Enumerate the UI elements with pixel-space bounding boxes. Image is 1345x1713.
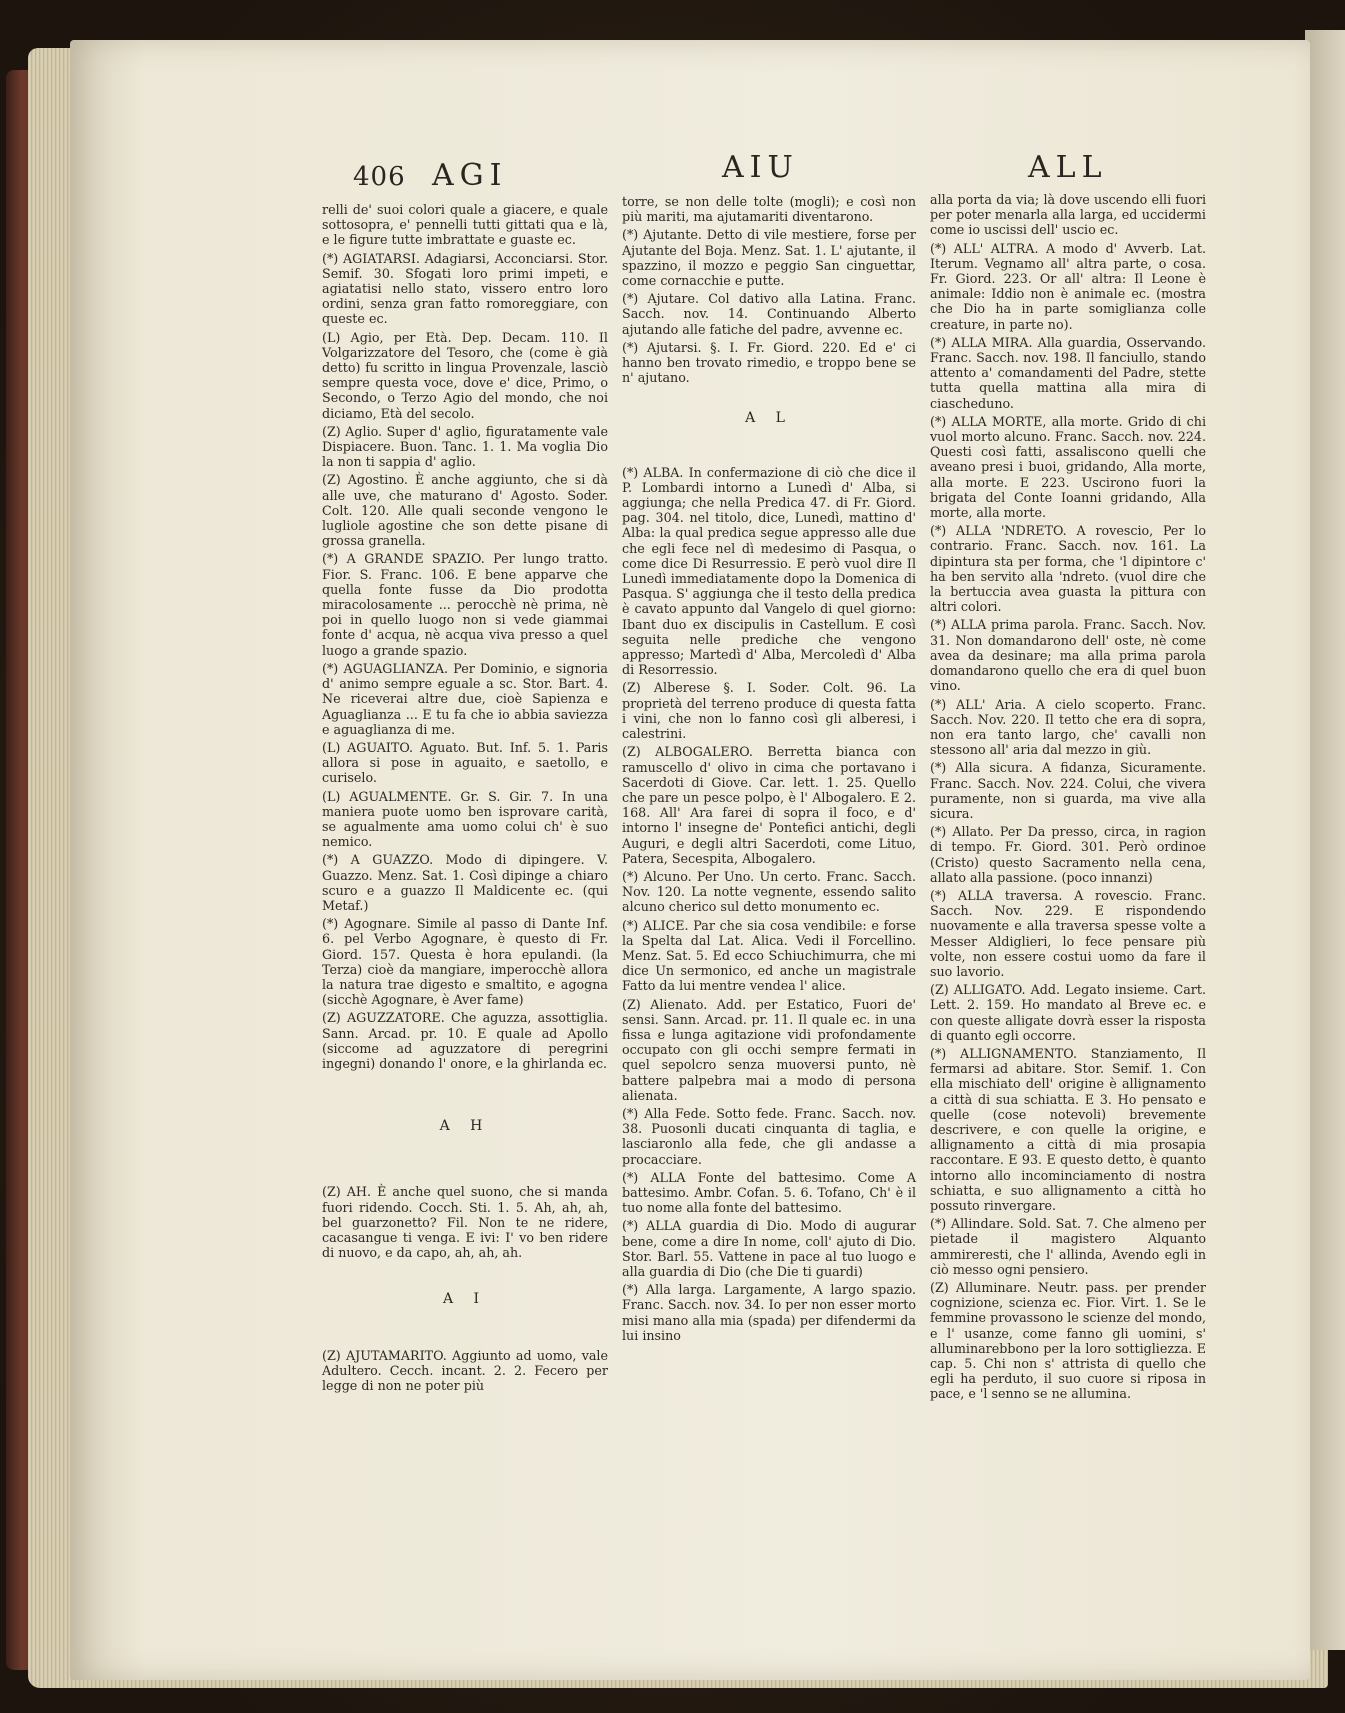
dictionary-entry: (*) ALLA MIRA. Alla guardia, Osservando. Franc. Sacch. nov. 198. Il fanciullo, stando attento a' comandamenti del Padre, stette tutta quella mattina alla mira di ciascheduno. [930, 334, 1206, 411]
dictionary-entry: (Z) Alienato. Add. per Estatico, Fuori de' sensi. Sann. Arcad. pr. 11. Il quale ec. in una fissa e lunga agitazione vidi profondamente occupato con gli occhi sempre fermati in quel sepolcro senza muoversi punto, nè battere palpebra mai a modo di persona alienata. [622, 996, 916, 1103]
dictionary-entry: (*) A GRANDE SPAZIO. Per lungo tratto. Fior. S. Franc. 106. E bene apparve che quella fonte fusse da Dio prodotta miracolosamente ... perocchè nè prima, nè poi in quello luogo non si vede giammai fonte d' acqua, nè acqua viva presso a quel luogo a grande spazio. [322, 551, 608, 658]
dictionary-entry: (*) Allato. Per Da presso, circa, in ragion di tempo. Fr. Giord. 301. Però ordinoe (Cristo) questo Sacramento nella cena, allato alla passione. (poco innanzi) [930, 824, 1206, 885]
dictionary-entry: (*) ALLA Fonte del battesimo. Come A battesimo. Ambr. Cofan. 5. 6. Tofano, Ch' è il tuo nome alla fonte del battesimo. [622, 1169, 916, 1216]
dictionary-entry: (*) AGIATARSI. Adagiarsi, Acconciarsi. Stor. Semif. 30. Sfogati loro primi impeti, e agiatatisi nello stato, vissero entro loro ordini, senza gran fatto romoreggiare, con queste ec. [322, 250, 608, 327]
dictionary-entry: (*) ALLA 'NDRETO. A rovescio, Per lo contrario. Franc. Sacch. nov. 161. La dipintura sta per forma, che 'l dipintore c' ha ben servito alla 'ndreto. (vuol dire che la bertuccia avea guasta la pittura con altri colori. [930, 523, 1206, 615]
running-head-middle: AIU [722, 150, 799, 185]
dictionary-entry: (Z) Alluminare. Neutr. pass. per prender cognizione, scienza ec. Fior. Virt. 1. Se le femmine provassono le scienze del mondo, e l' usanze, come fanno gli uomini, s' alluminarebbono per la loro sottigliezza. E cap. 5. Chi non s' attrista di quello che egli ha perduto, il suo cuore si riposa in pace, e 'l senno se ne allumina. [930, 1280, 1206, 1402]
section-heading-al: A L [745, 410, 793, 427]
dictionary-entry: (*) ALICE. Par che sia cosa vendibile: e forse la Spelta dal Lat. Alica. Vedi il Forcellino. Menz. Sat. 5. Ed ecco Schiuchimurra, che mi dice Un sermonico, ed anche un magistrale Fatto da lui mentre vendea l' alice. [622, 917, 916, 994]
dictionary-entry: (*) ALL' Aria. A cielo scoperto. Franc. Sacch. Nov. 220. Il tetto che era di sopra, non era tanto largo, che' cavalli non stessono all' aria dal mezzo in giù. [930, 696, 1206, 758]
running-head-left: AGI [432, 158, 508, 193]
section-heading-ah: A H [439, 1118, 491, 1135]
dictionary-entry: (*) ALLA traversa. A rovescio. Franc. Sacch. Nov. 229. E rispondendo nuovamente e alla traversa spesse volte a Messer Aldiglieri, lo fece pensare più volte, non essere costui uomo da fare il suo lavorio. [930, 887, 1206, 979]
dictionary-entry: (*) ALBA. In confermazione di ciò che dice il P. Lombardi intorno a Lunedì d' Alba, si aggiunga; che nella Predica 47. di Fr. Giord. pag. 304. nel titolo, dice, Lunedì, mattino d' Alba: la qual predica segue appresso alle due che egli fece nel dì medesimo di Pasqua, o come dice Di Resurressio. E però vuol dire Il Lunedì immediatamente dopo la Domenica di Pasqua. S' aggiunga che il testo della predica è cavato appunto dal Vangelo di quel giorno: Ibant duo ex discipulis in Castellum. E così seguita nelle prediche che vengono appresso; Martedì d' Alba, Mercoledì d' Alba di Resorressio. [622, 464, 916, 678]
dictionary-entry: (*) Alla larga. Largamente, A largo spazio. Franc. Sacch. nov. 34. Io per non esser morto misi mano alla mia (spada) per difendermi da lui insino [622, 1282, 916, 1343]
dictionary-entry: (Z) Agostino. È anche aggiunto, che si dà alle uve, che maturano d' Agosto. Soder. Colt. 120. Alle quali seconde vengono le lugliole agostine che son dette pisane di grossa granella. [322, 472, 608, 549]
dictionary-entry: (Z) AJUTAMARITO. Aggiunto ad uomo, vale Adultero. Cecch. incant. 2. 2. Fecero per legge di non ne poter più [322, 1347, 608, 1393]
column-left [322, 202, 608, 1396]
dictionary-entry: (L) AGUAITO. Aguato. But. Inf. 5. 1. Paris allora si pose in aguaito, e saetollo, e curiselo. [322, 739, 608, 786]
running-head-right: ALL [1028, 150, 1108, 185]
dictionary-entry: (*) ALLA guardia di Dio. Modo di augurar bene, come a dire In nome, coll' ajuto di Dio. Stor. Barl. 55. Vattene in pace al tuo luogo e alla guardia di Dio (che Die ti guardi) [622, 1218, 916, 1279]
dictionary-entry: (*) Allindare. Sold. Sat. 7. Che almeno per pietade il magistero Alquanto ammireresti, che l' allinda, Avendo egli in ciò messo ogni pensiero. [930, 1216, 1206, 1277]
dictionary-entry: (*) Alcuno. Per Uno. Un certo. Franc. Sacch. Nov. 120. La notte vegnente, essendo salito alcuno cherico sul detto monumento ec. [622, 868, 916, 915]
dictionary-entry: (*) ALL' ALTRA. A modo d' Avverb. Lat. Iterum. Vegnamo all' altra parte, o cosa. Fr. Giord. 223. Or all' altra: Il Leone è animale: Iddio non è animale ec. (mostra che Dio ha in parte somiglianza colle creature, in parte no). [930, 240, 1206, 332]
dictionary-entry: (Z) AH. È anche quel suono, che si manda fuori ridendo. Cocch. Sti. 1. 5. Ah, ah, ah, bel guarzonetto? Fil. Non te ne ridere, cacasangue ti venga. E ivi: I' vo ben ridere di nuovo, e da capo, ah, ah, ah. [322, 1184, 608, 1261]
dictionary-entry: (*) ALLIGNAMENTO. Stanziamento, Il fermarsi ad abitare. Stor. Semif. 1. Con ella mischiato dell' origine è allignamento a città di sua schiatta. E 3. Ho pensato e quelle (cose notevoli) brevemente descrivere, e con quelle la origine, e allignamento a città di mia prosapia raccontare. E 93. E questo detto, è quanto intorno allo incominciamento di nostra schiatta, e suo allignamento a città ho possuto rinvergare. [930, 1045, 1206, 1213]
dictionary-entry: relli de' suoi colori quale a giacere, e quale sottosopra, e' pennelli tutti gittati qua e là, e le figure tutte imbrattate e guaste ec. [322, 202, 608, 248]
dictionary-entry: (*) AGUAGLIANZA. Per Dominio, e signoria d' animo sempre eguale a sc. Stor. Bart. 4. Ne riceverai altre due, cioè Sapienza e Aguaglianza ... E tu fa che io abbia saviezza e aguaglianza di me. [322, 660, 608, 737]
column-middle [622, 194, 916, 1346]
dictionary-entry: (Z) Alberese §. I. Soder. Colt. 96. La proprietà del terreno produce di questa fatta i vini, che non lo fanno così gli alberesi, i calestrini. [622, 680, 916, 742]
dictionary-entry: (L) AGUALMENTE. Gr. S. Gir. 7. In una maniera puote uomo ben isprovare carità, se agualmente ama uomo colui ch' è suo nemico. [322, 788, 608, 850]
dictionary-entry: (*) Agognare. Simile al passo di Dante Inf. 6. pel Verbo Agognare, è questo di Fr. Giord. 157. Questa è hora epulandi. (la Terza) cioè da mangiare, imperocchè allora la natura trae digesto e smaltito, e agogna (sicchè Agognare, è Aver fame) [322, 916, 608, 1008]
section-heading-ai: A I [442, 1291, 488, 1308]
dictionary-entry: torre, se non delle tolte (mogli); e così non più mariti, ma ajutamariti diventarono. [622, 194, 916, 225]
dictionary-entry: (Z) AGUZZATORE. Che aguzza, assottiglia. Sann. Arcad. pr. 10. E quale ad Apollo (siccome ad aguzzatore di peregrini ingegni) donando l' onore, e la ghirlanda ec. [322, 1010, 608, 1071]
dictionary-entry: (Z) ALBOGALERO. Berretta bianca con ramuscello d' olivo in cima che portavano i Sacerdoti di Giove. Car. lett. 1. 25. Quello che pare un pesce polpo, è l' Albogalero. E 2. 168. All' Ara farei di sopra il foco, e d' intorno l' insegne de' Pontefici antichi, degli Auguri, e degli altri Sacerdoti, come Lituo, Patera, Secespita, Albogalero. [622, 744, 916, 866]
dictionary-entry: (*) Alla Fede. Sotto fede. Franc. Sacch. nov. 38. Puosonli ducati cinquanta di taglia, e lasciaronlo alla fede, che gli andasse a procacciare. [622, 1105, 916, 1167]
page-number: 406 [353, 162, 406, 192]
right-page-edge [1305, 30, 1345, 1650]
dictionary-entry: (*) A GUAZZO. Modo di dipingere. V. Guazzo. Menz. Sat. 1. Così dipinge a chiaro scuro e a guazzo Il Maldicente ec. (qui Metaf.) [322, 852, 608, 913]
dictionary-entry: (Z) Aglio. Super d' aglio, figuratamente vale Dispiacere. Buon. Tanc. 1. 1. Ma voglia Dio la non ti sappia d' aglio. [322, 423, 608, 470]
dictionary-entry: (*) ALLA prima parola. Franc. Sacch. Nov. 31. Non domandarono dell' oste, nè come avea da desinare; ma alla prima parola domandarono quello che era di quel buon vino. [930, 617, 1206, 694]
dictionary-entry: (Z) ALLIGATO. Add. Legato insieme. Cart. Lett. 2. 159. Ho mandato al Breve ec. e con queste alligate dovrà esser la risposta di quanto egli occorre. [930, 982, 1206, 1043]
column-right [930, 192, 1206, 1405]
dictionary-entry: (*) Ajutante. Detto di vile mestiere, forse per Ajutante del Boja. Menz. Sat. 1. L' ajutante, il spazzino, il mozzo e peggio San cinguettar, come cornacchie e putte. [622, 227, 916, 289]
dictionary-entry: alla porta da via; là dove uscendo elli fuori per poter menarla alla larga, ed uccidermi come io uscissi dell' uscio ec. [930, 192, 1206, 238]
dictionary-entry: (*) Alla sicura. A fidanza, Sicuramente. Franc. Sacch. Nov. 224. Colui, che vivera puramente, non si guarda, ma vive alla sicura. [930, 760, 1206, 821]
entries-block-agi [322, 202, 608, 1071]
dictionary-entry: (*) Ajutare. Col dativo alla Latina. Franc. Sacch. nov. 14. Continuando Alberto ajutando alle fatiche del padre, avvenne ec. [622, 291, 916, 337]
dictionary-entry: (*) Ajutarsi. §. I. Fr. Giord. 220. Ed e' ci hanno ben trovato rimedio, e troppo bene se n' ajutano. [622, 339, 916, 386]
dictionary-entry: (*) ALLA MORTE, alla morte. Grido di chi vuol morto alcuno. Franc. Sacch. nov. 224. Questi così fatti, assaliscono quelli che aveano presi i buoi, gridando, Alla morte, alla morte. E 223. Uscirono fuori la brigata del Conte Ioanni gridando, Alla morte, alla morte. [930, 413, 1206, 521]
dictionary-entry: (L) Agio, per Età. Dep. Decam. 110. Il Volgarizzatore del Tesoro, che (come è già detto) fu scritto in lingua Provenzale, lasciò sempre questa voce, dove e' dice, Primo, o Secondo, o Terzo Agio del mondo, che noi diciamo, Età del secolo. [322, 329, 608, 421]
